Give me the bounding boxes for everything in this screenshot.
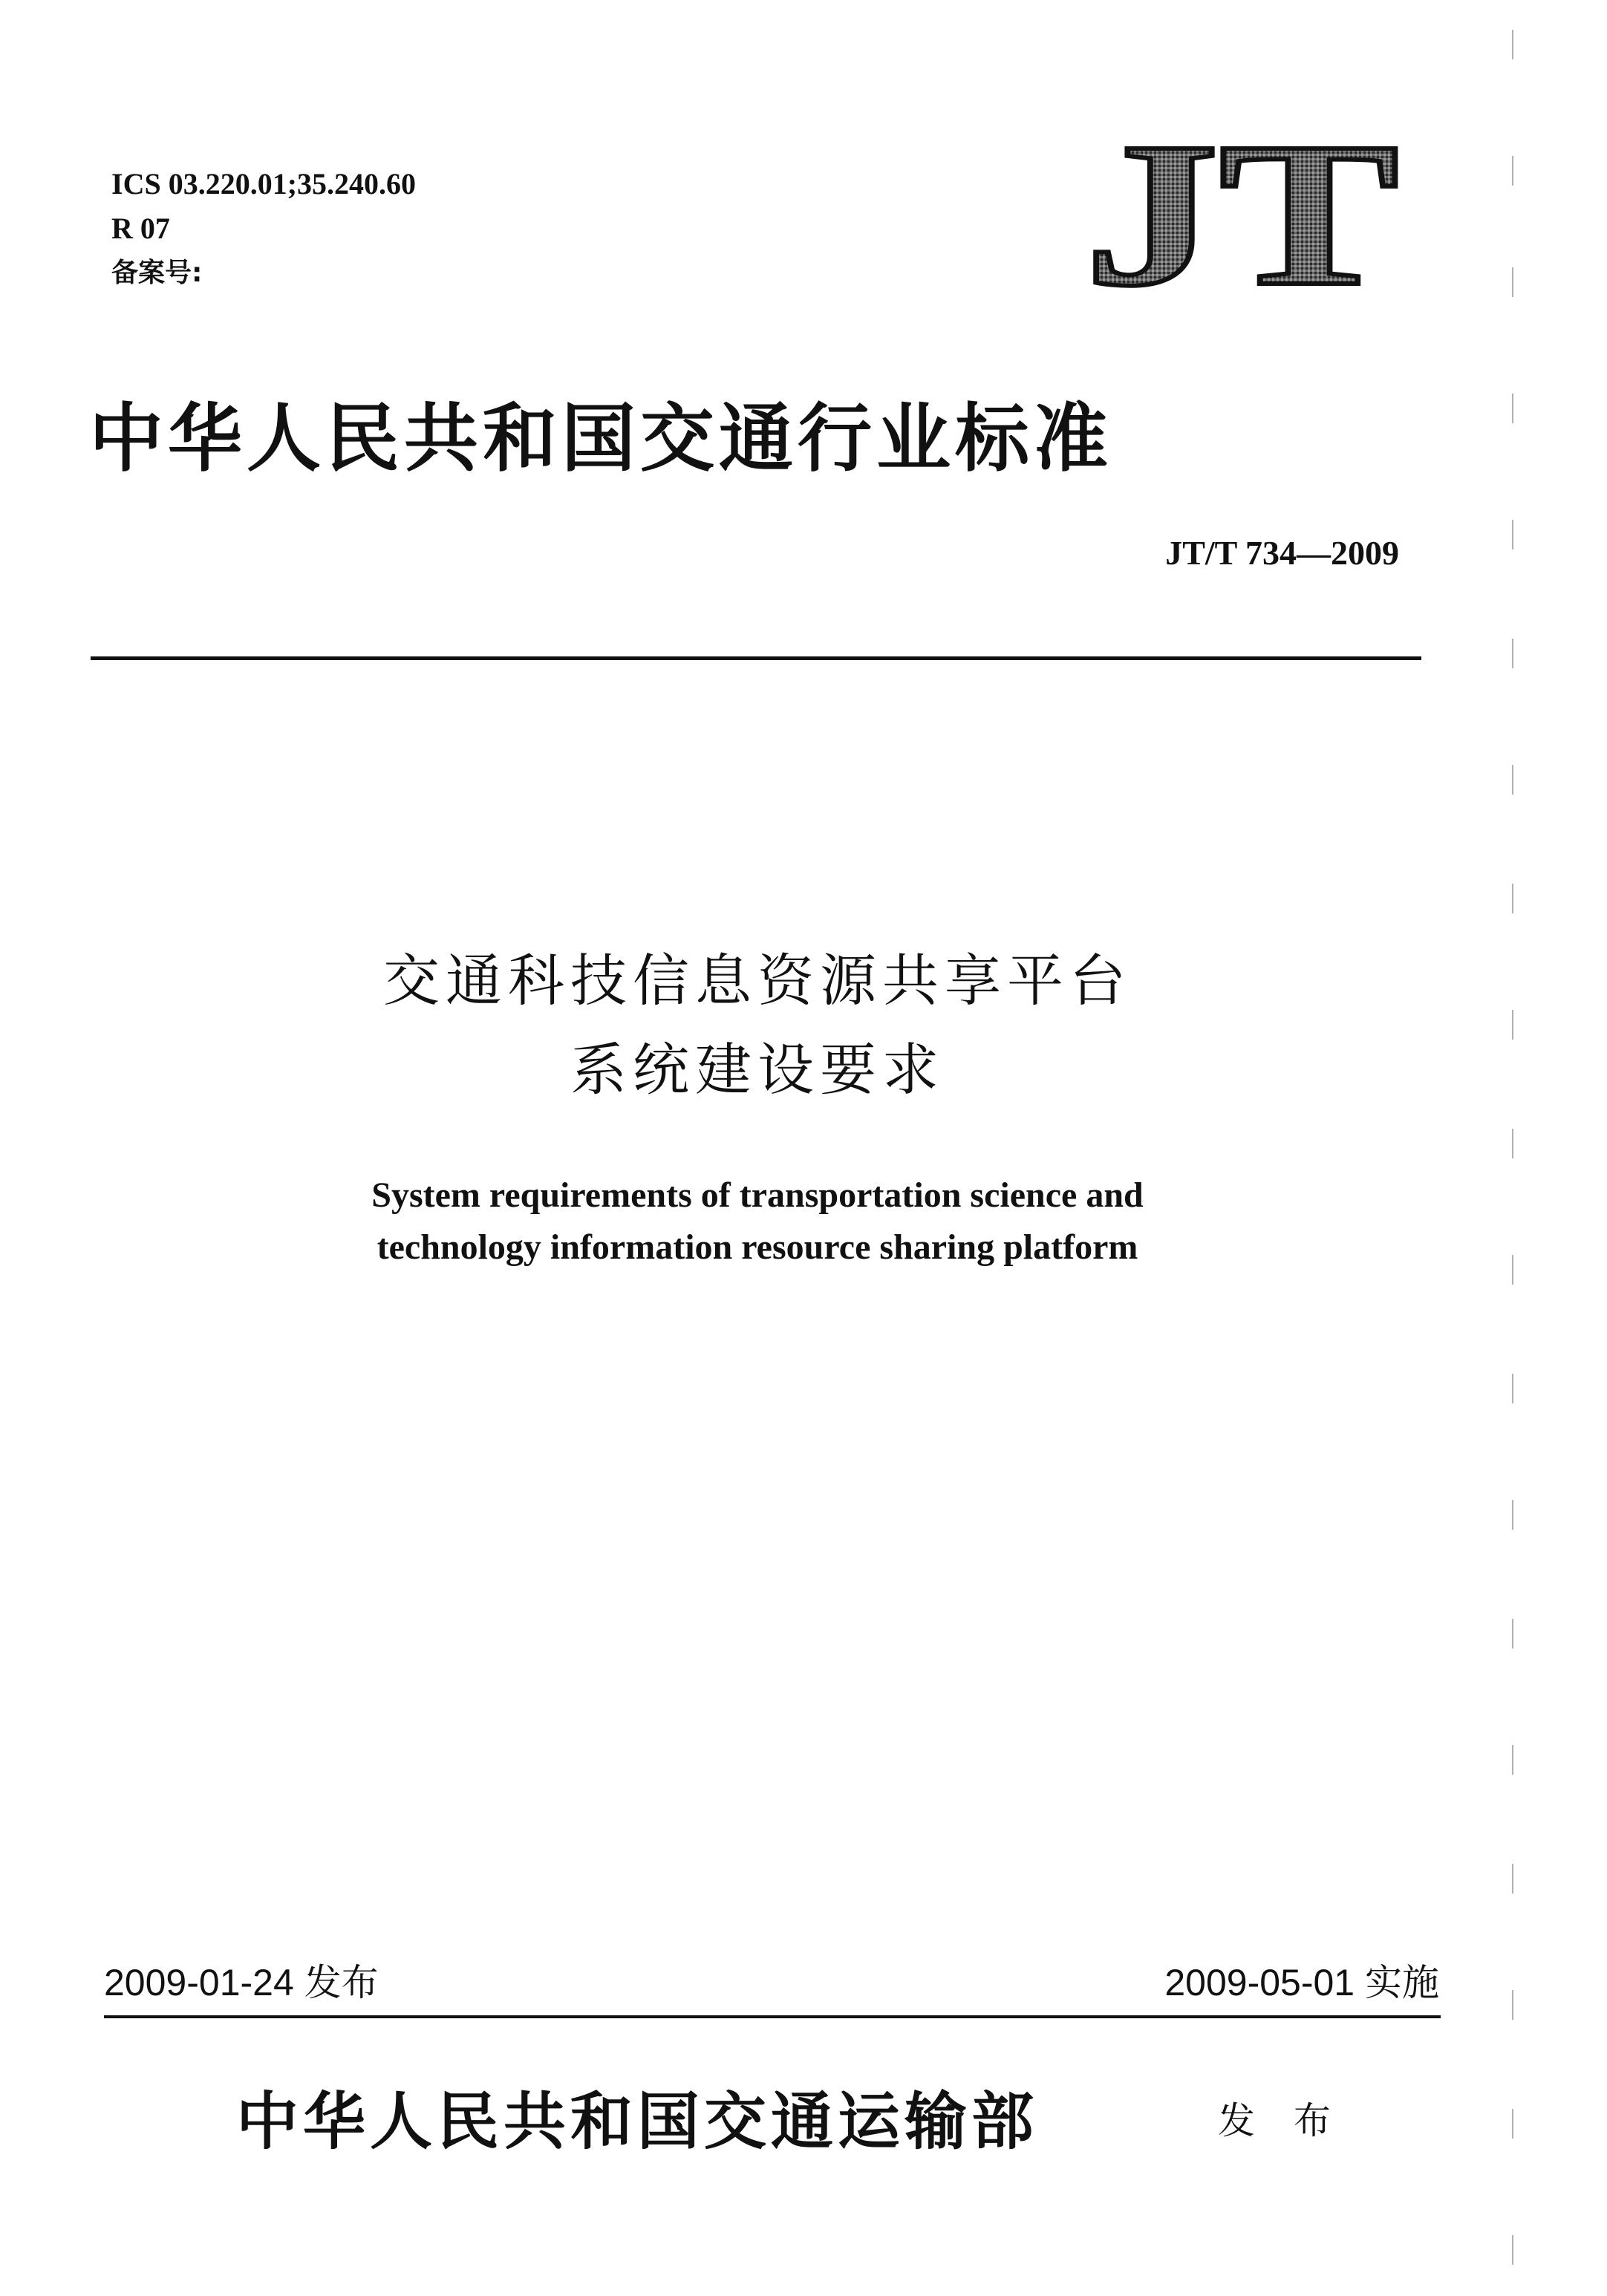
ccs-code: R 07 [111, 212, 170, 245]
scan-edge-marks [1510, 0, 1515, 2296]
standard-type-title: 中华人民共和国交通行业标准 [89, 394, 1112, 482]
document-title-en-line2: technology information resource sharing platform [377, 1227, 1138, 1267]
publisher-name: 中华人民共和国交通运输部 [236, 2084, 1039, 2158]
ics-code: ICS 03.220.01;35.240.60 [111, 167, 417, 200]
bottom-divider [104, 2015, 1441, 2018]
top-divider [91, 656, 1421, 660]
document-title-en-line1: System requirements of transportation science and [371, 1175, 1144, 1215]
jt-logo [1078, 125, 1405, 296]
document-title-zh-line1: 交通科技信息资源共享平台 [383, 948, 1132, 1014]
standard-number: JT/T 734—2009 [1165, 534, 1399, 572]
jt-logo-text: JT [1084, 125, 1399, 296]
implementation-date: 2009-05-01 实施 [1164, 1962, 1439, 2003]
publish-label: 发 布 [1218, 2099, 1344, 2142]
filing-number-label: 备案号: [111, 258, 203, 288]
issue-date: 2009-01-24 发布 [104, 1962, 379, 2003]
classification-block [111, 162, 416, 296]
document-title-zh-line2: 系统建设要求 [570, 1037, 945, 1103]
